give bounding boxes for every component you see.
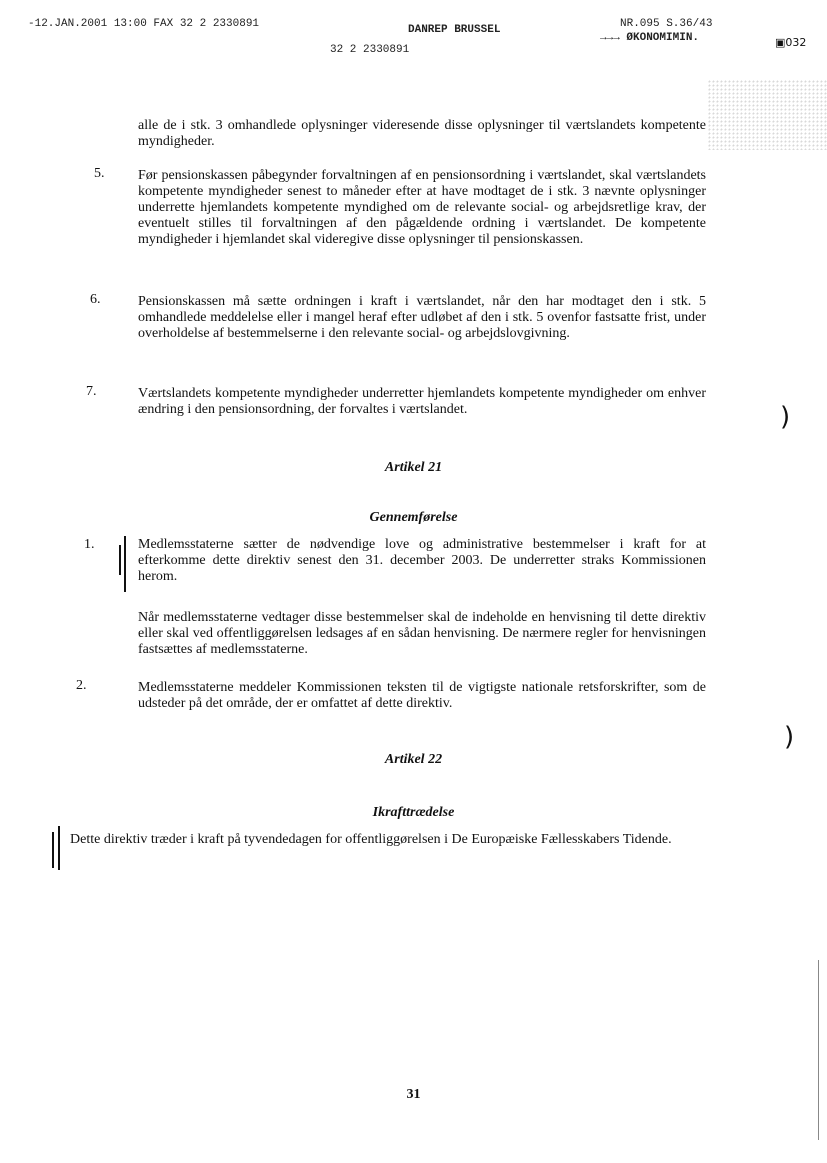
- item-7-text: Værtslandets kompetente myndigheder underretter hjemlandets kompetente myndigheder om enhver ændring i den pensionsordning, der forvaltes i værtslandet.: [138, 386, 706, 417]
- fax-header-sub: 32 2 2330891: [330, 44, 410, 56]
- item-5-text: Før pensionskassen påbegynder forvaltningen af en pensionsordning i værtslandet, skal værtslandets kompetente myndigheder senest to måneder efter at have modtaget de i stk. 3 nævnte oplysninger underrette hjemlandets kompetente myndighed om de relevante social- og arbejdsretlige krav, der eventuelt stilles til forvaltningen af den pågældende ordning i værtslandet. De kompetente myndigheder i hjemlandet skal videregive disse oplysninger til pensionskassen.: [138, 168, 706, 247]
- margin-bracket-icon: ): [784, 722, 795, 752]
- fax-header-left: -12.JAN.2001 13:00 FAX 32 2 2330891: [28, 18, 260, 30]
- art21-p2-number: 2.: [76, 678, 87, 693]
- fax-header-right: →→→ ØKONOMIMIN.: [600, 32, 700, 44]
- art21-p1-text: Medlemsstaterne sætter de nødvendige love og administrative bestemmelser i kraft for at efterkomme dette direktiv senest den 31. december 2003. De underretter straks Kommissionen herom.: [138, 537, 706, 584]
- fax-header-right-top: NR.095 S.36/43: [620, 18, 713, 30]
- article-22-title: Artikel 22: [384, 752, 443, 767]
- margin-scan-line: [818, 960, 819, 1140]
- margin-bracket-icon: ): [780, 402, 791, 432]
- stamp-value: 032: [785, 36, 807, 49]
- intro-paragraph: alle de i stk. 3 omhandlede oplysninger videresende disse oplysninger til værtslandets kompetente myndigheder.: [138, 118, 706, 149]
- change-bar: [119, 545, 121, 575]
- art21-p1-number: 1.: [84, 537, 95, 552]
- article-21-title: Artikel 21: [384, 460, 443, 475]
- item-6-number: 6.: [90, 292, 101, 307]
- page-number: 31: [406, 1087, 421, 1102]
- scan-noise: [707, 80, 827, 150]
- fax-header-center: DANREP BRUSSEL: [408, 24, 501, 36]
- art22-text: Dette direktiv træder i kraft på tyvendedagen for offentliggørelsen i De Europæiske Fællesskabers Tidende.: [70, 832, 672, 847]
- art21-p1b-text: Når medlemsstaterne vedtager disse bestemmelser skal de indeholde en henvisning til dette direktiv eller skal ved offentliggørelsen ledsages af en sådan henvisning. De nærmere regler for henvisningen fastsættes af medlemsstaterne.: [138, 610, 706, 657]
- item-7-number: 7.: [86, 384, 97, 399]
- item-6-text: Pensionskassen må sætte ordningen i kraft i værtslandet, når den har modtaget den i stk. 5 omhandlede meddelelse eller i mangel heraf efter udløbet af den i stk. 5 ovenfor fastsatte frist, under overholdelse af bestemmelserne i den relevante social- og arbejdslovgivning.: [138, 294, 706, 341]
- change-bar: [58, 826, 60, 870]
- stamp-box-icon: ▣: [775, 36, 786, 49]
- item-5-number: 5.: [94, 166, 105, 181]
- fax-page-stamp: [775, 36, 806, 49]
- change-bar: [124, 536, 126, 592]
- fax-header: [0, 18, 827, 78]
- article-21-subtitle: Gennemførelse: [369, 510, 458, 525]
- change-bar: [52, 832, 54, 868]
- art21-p2-text: Medlemsstaterne meddeler Kommissionen teksten til de vigtigste nationale retsforskrifter, som de udsteder på det område, der er omfattet af dette direktiv.: [138, 680, 706, 711]
- article-22-subtitle: Ikrafttrædelse: [372, 805, 455, 820]
